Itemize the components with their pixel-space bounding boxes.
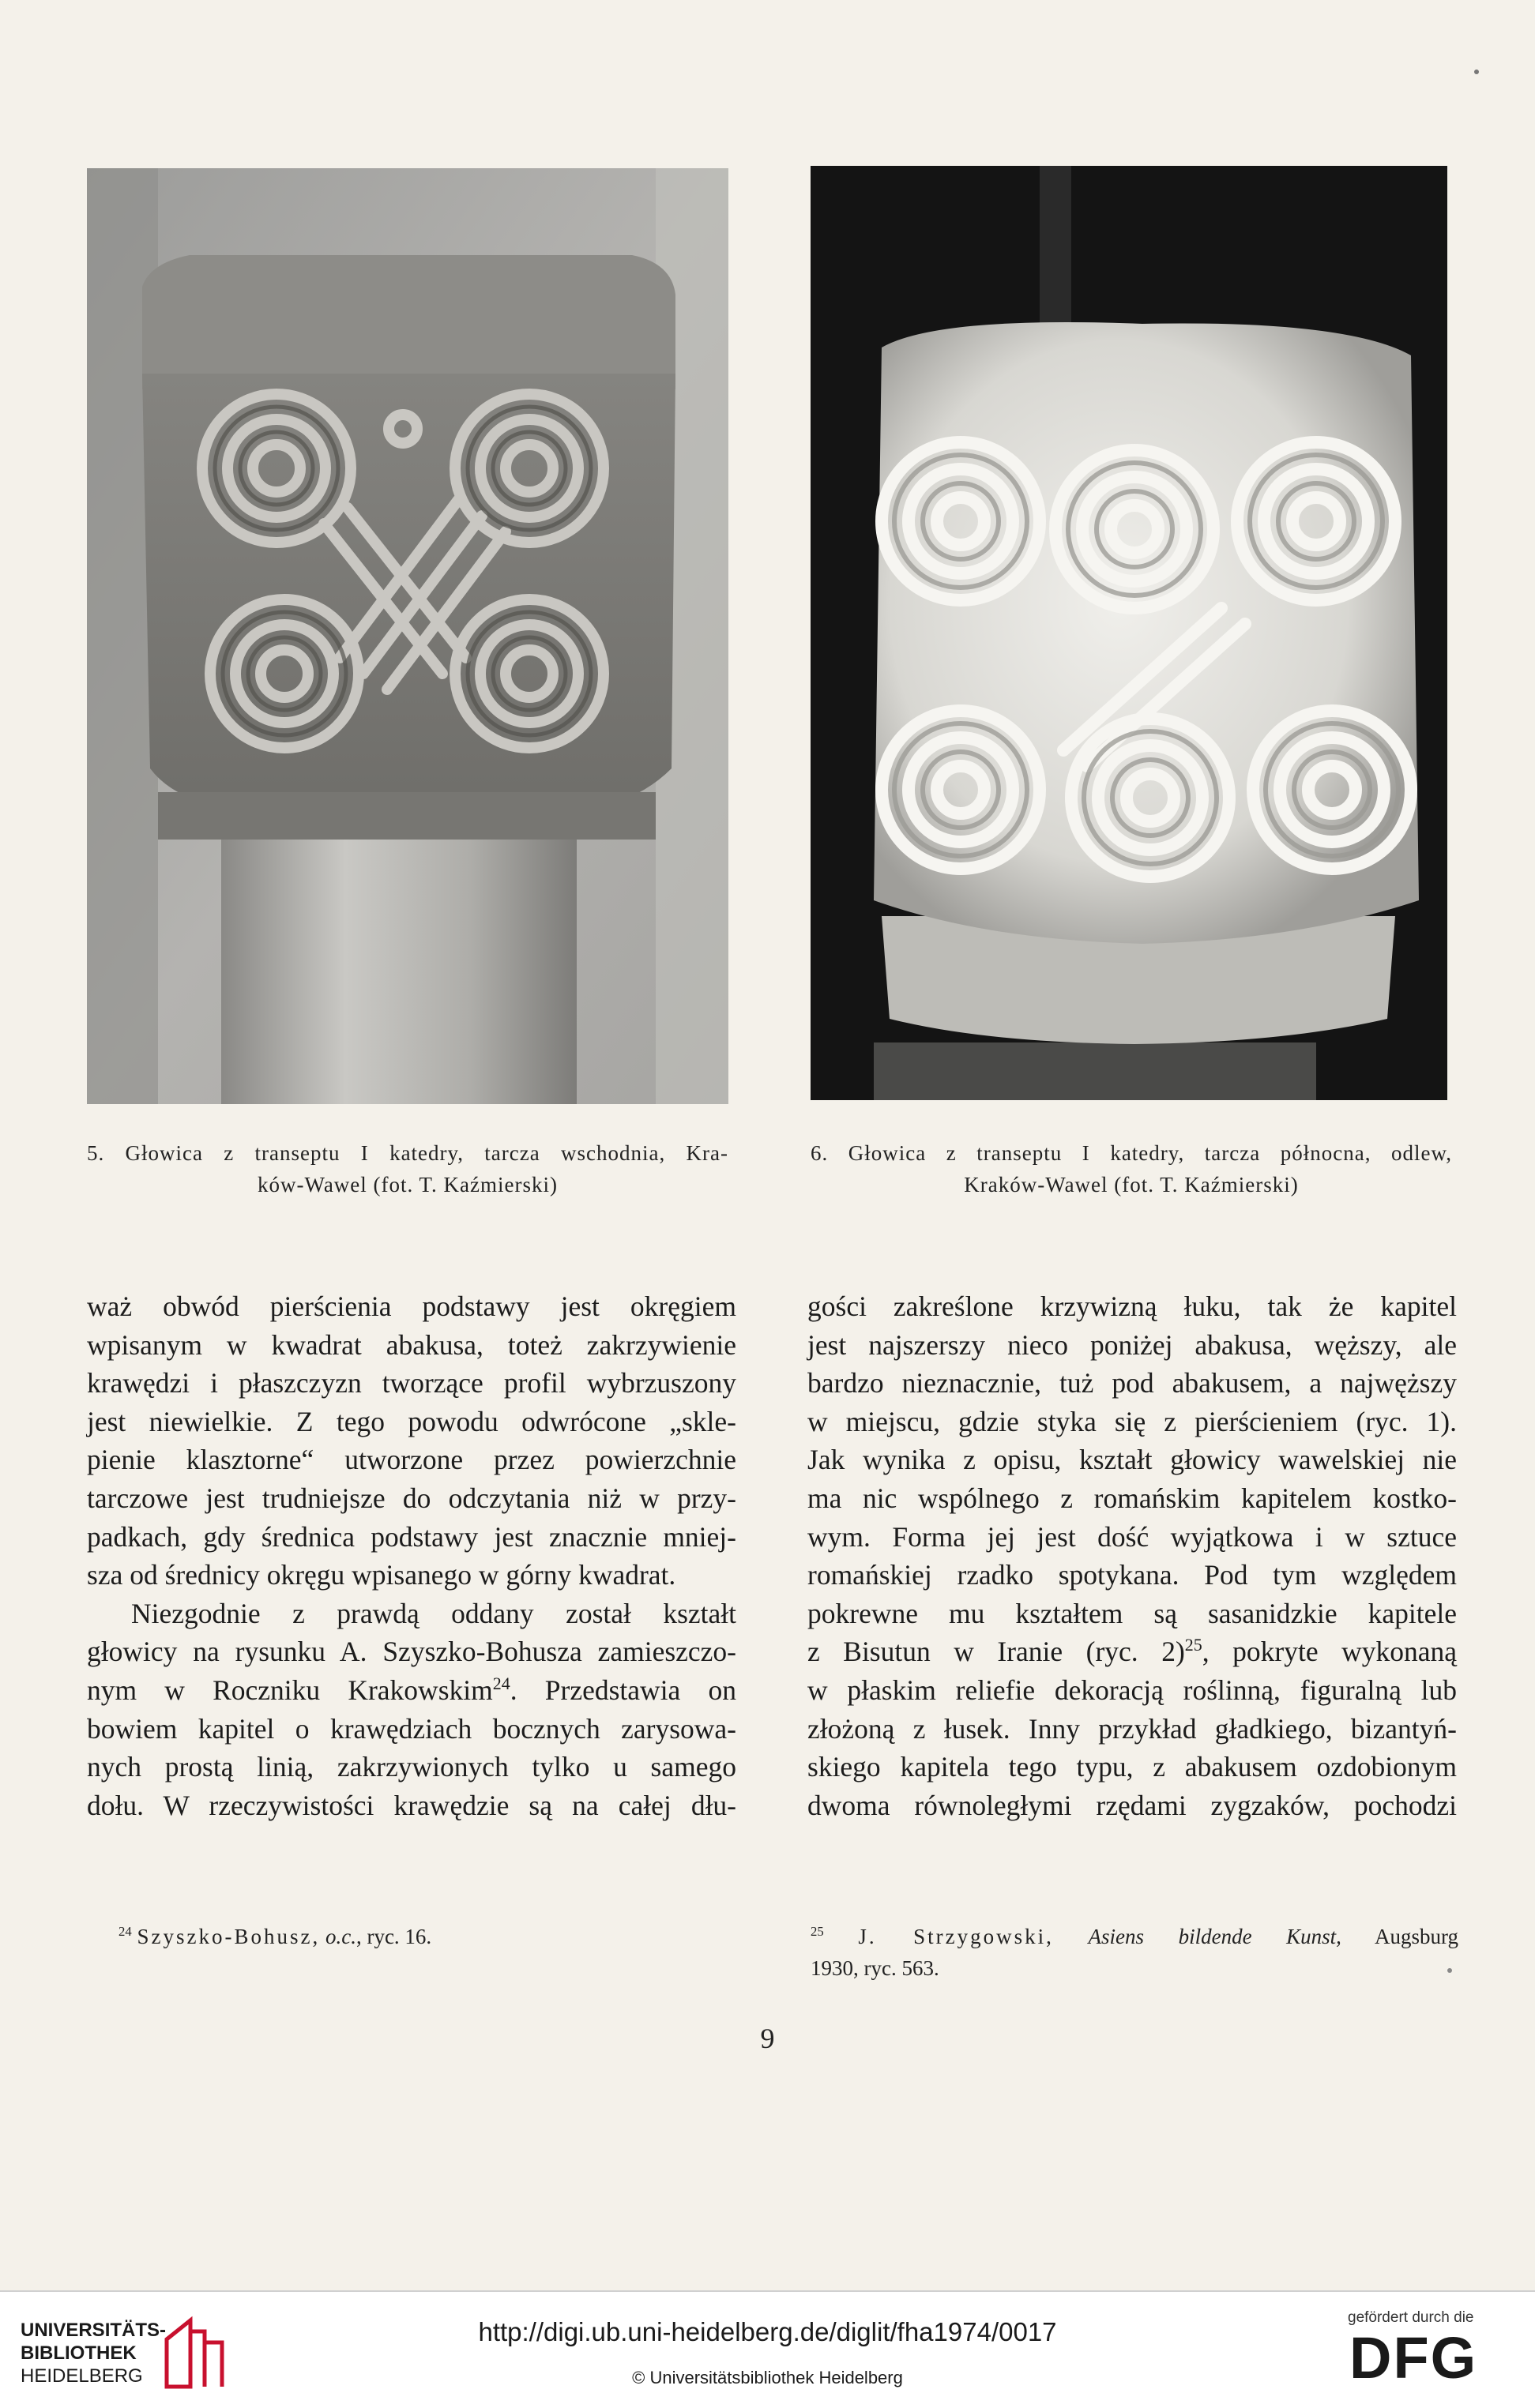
dfg-funding-logo[interactable]: [1348, 2309, 1514, 2396]
figure-caption-5: [87, 1137, 728, 1200]
text-line: tarczowe jest trudniejsze do odczytania niż w przy-: [87, 1482, 736, 1514]
text-column-left: [87, 1287, 736, 1824]
text-line: pokrewne mu kształtem są sasanidzkie kapitele: [807, 1597, 1457, 1629]
logo-text: UNIVERSITÄTS-: [21, 2320, 167, 2341]
footnote-number: 24: [119, 1924, 132, 1939]
text-line-with-footnote-ref: [807, 1632, 1457, 1671]
copyright-notice: © Universitätsbibliothek Heidelberg: [632, 2368, 903, 2387]
capital-photo-east-shield: [87, 168, 728, 1104]
text-line: waż obwód pierścienia podstawy jest okręgiem: [87, 1290, 736, 1322]
text-line: bardzo nieznacznie, tuż pod abakusem, a najwęższy: [807, 1367, 1457, 1399]
logo-text: BIBLIOTHEK: [21, 2342, 137, 2364]
footnote-24: [119, 1921, 719, 1952]
text-line: nych prostą linią, zakrzywionych tylko u samego: [87, 1751, 736, 1783]
text-line: w miejscu, gdzie styka się z pierścieniem (ryc. 1).: [807, 1405, 1457, 1437]
text-segment: z Bisutun w Iranie (ryc. 2): [807, 1636, 1185, 1668]
text-line: wym. Forma jej jest dość wyjątkowa i w sztuce: [807, 1520, 1457, 1553]
page-speck: [1447, 1968, 1452, 1973]
capital-photo-north-image: [811, 166, 1447, 1100]
footnote-number: 25: [811, 1924, 824, 1939]
page-speck: [1474, 69, 1479, 74]
caption-line: 5. Głowica z transeptu I katedry, tarcza wschodnia, Kra-: [87, 1141, 728, 1165]
text-line: ma nic wspólnego z romańskim kapitelem kostko-: [807, 1482, 1457, 1514]
text-line: Jak wynika z opisu, kształt głowicy wawelskiej nie: [807, 1444, 1457, 1476]
text-line: w płaskim reliefie dekoracją roślinną, figuralną lub: [807, 1674, 1457, 1706]
logo-text: HEIDELBERG: [21, 2365, 143, 2387]
footnote-place: Augsburg: [1375, 1925, 1459, 1948]
text-line: dwoma równoległymi rzędami zygzaków, pochodzi: [807, 1789, 1457, 1821]
footnote-ref-italic: o.c.: [325, 1925, 356, 1948]
footnote-ref-24: 24: [492, 1674, 510, 1694]
digitization-footer: [0, 2290, 1535, 2408]
text-line: padkach, gdy średnica podstawy jest znacznie mniej-: [87, 1520, 736, 1553]
dfg-label: gefördert durch die: [1348, 2309, 1474, 2326]
text-line: krawędzi i płaszczyzn tworzące profil wybrzuszony: [87, 1367, 736, 1399]
text-segment: nym w Roczniku Krakowskim: [87, 1674, 493, 1706]
text-line: głowicy na rysunku A. Szyszko-Bohusza zamieszczo-: [87, 1636, 736, 1668]
text-line: jest najszerszy nieco poniżej abakusa, węższy, ale: [807, 1328, 1457, 1361]
text-line: wpisanym w kwadrat abakusa, toteż zakrzywienie: [87, 1328, 736, 1361]
text-line: złożoną z łusek. Inny przykład gładkiego, bizantyń-: [807, 1712, 1457, 1745]
caption-line: Kraków-Wawel (fot. T. Kaźmierski): [964, 1173, 1299, 1196]
text-line: romańskiej rzadko spotykana. Pod tym względem: [807, 1559, 1457, 1591]
footnote-25: [811, 1921, 1458, 1984]
footnote-line: [119, 1921, 719, 1952]
text-line: jest niewielkie. Z tego powodu odwrócone „skle-: [87, 1405, 736, 1437]
text-line: Niezgodnie z prawdą oddany został kształt: [131, 1597, 736, 1629]
footnote-author: J. Strzygowski,: [858, 1925, 1054, 1948]
caption-line: 6. Głowica z transeptu I katedry, tarcza północna, odlew,: [811, 1141, 1452, 1165]
capital-photo-north-shield: [811, 166, 1447, 1100]
text-column-right: [807, 1287, 1457, 1824]
footnote-title-italic: Asiens bildende Kunst,: [1088, 1925, 1341, 1948]
footnote-line: 1930, ryc. 563.: [811, 1956, 939, 1980]
footnote-author: Szyszko-Bohusz,: [137, 1925, 321, 1948]
text-line: pienie klasztorne“ utworzone przez powierzchnie: [87, 1444, 736, 1476]
figure-caption-6: [811, 1137, 1452, 1200]
dfg-logo-text: DFG: [1349, 2325, 1478, 2391]
footnote-ref-25: 25: [1184, 1635, 1202, 1655]
text-segment: . Przedstawia on: [510, 1674, 736, 1706]
page-number: 9: [760, 2023, 775, 2054]
footnote-line: [811, 1921, 1458, 1952]
capital-photo-east-image: [87, 168, 728, 1104]
footnote-rest: , ryc. 16.: [356, 1925, 432, 1948]
text-line: gości zakreślone krzywizną łuku, tak że kapitel: [807, 1290, 1457, 1322]
text-line: dołu. W rzeczywistości krawędzie są na całej dłu-: [87, 1789, 736, 1821]
text-segment: , pokryte wykonaną: [1202, 1636, 1457, 1668]
text-line-with-footnote-ref: [87, 1671, 736, 1710]
text-line: bowiem kapitel o krawędziach bocznych zarysowa-: [87, 1712, 736, 1745]
text-line: skiego kapitela tego typu, z abakusem ozdobionym: [807, 1751, 1457, 1783]
text-line: sza od średnicy okręgu wpisanego w górny kwadrat.: [87, 1559, 676, 1591]
caption-line: ków-Wawel (fot. T. Kaźmierski): [258, 1173, 558, 1196]
permalink-url[interactable]: http://digi.ub.uni-heidelberg.de/diglit/fha1974/0017: [478, 2317, 1057, 2346]
